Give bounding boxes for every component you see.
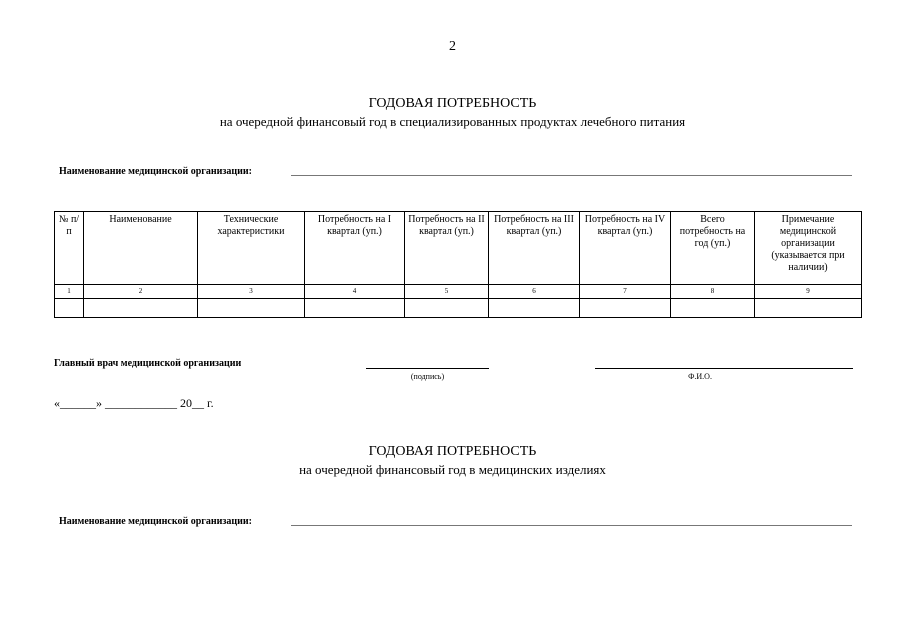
header-cell: Всего потребность на год (уп.) — [671, 212, 755, 285]
section2-org-label: Наименование медицинской организации: — [59, 516, 252, 527]
header-cell: Наименование — [84, 212, 198, 285]
table-cell[interactable] — [55, 299, 84, 318]
header-cell: Потребность на II квартал (уп.) — [405, 212, 489, 285]
fio-caption: Ф.И.О. — [688, 372, 712, 381]
table-cell[interactable] — [671, 299, 755, 318]
column-number: 6 — [489, 285, 580, 299]
section1-title: ГОДОВАЯ ПОТРЕБНОСТЬ — [368, 96, 537, 111]
date-line: «______» ____________ 20__ г. — [54, 396, 214, 410]
column-number: 1 — [55, 285, 84, 299]
requirements-table — [54, 211, 862, 318]
column-number: 8 — [671, 285, 755, 299]
table-cell[interactable] — [755, 299, 862, 318]
header-cell: Потребность на III квартал (уп.) — [489, 212, 580, 285]
section1-subtitle: на очередной финансовый год в специализированных продуктах лечебного питания — [219, 114, 686, 129]
column-number: 5 — [405, 285, 489, 299]
column-number: 3 — [198, 285, 305, 299]
section2-org-line — [291, 525, 852, 526]
table-cell[interactable] — [405, 299, 489, 318]
signature-caption: (подпись) — [410, 372, 445, 381]
column-number: 2 — [84, 285, 198, 299]
header-cell: Потребность на I квартал (уп.) — [305, 212, 405, 285]
table-number-row — [55, 285, 862, 299]
column-number: 9 — [755, 285, 862, 299]
chief-doctor-label: Главный врач медицинской организации — [54, 358, 242, 369]
section1-org-label: Наименование медицинской организации: — [59, 166, 252, 177]
table-header-row — [55, 212, 862, 285]
fio-line — [595, 368, 853, 369]
table-cell[interactable] — [580, 299, 671, 318]
table-cell[interactable] — [84, 299, 198, 318]
section2-title: ГОДОВАЯ ПОТРЕБНОСТЬ — [368, 444, 537, 459]
page-number: 2 — [449, 39, 456, 54]
table-cell[interactable] — [305, 299, 405, 318]
header-cell: № п/п — [55, 212, 84, 285]
signature-line — [366, 368, 489, 369]
table-cell[interactable] — [489, 299, 580, 318]
column-number: 7 — [580, 285, 671, 299]
table-cell[interactable] — [198, 299, 305, 318]
header-cell: Технические характеристики — [198, 212, 305, 285]
header-cell: Потребность на IV квартал (уп.) — [580, 212, 671, 285]
column-number: 4 — [305, 285, 405, 299]
section2-subtitle: на очередной финансовый год в медицинских изделиях — [299, 462, 606, 477]
header-cell: Примечание медицинской организации (указывается при наличии) — [755, 212, 862, 285]
section1-org-line — [291, 175, 852, 176]
table-row — [55, 299, 862, 318]
